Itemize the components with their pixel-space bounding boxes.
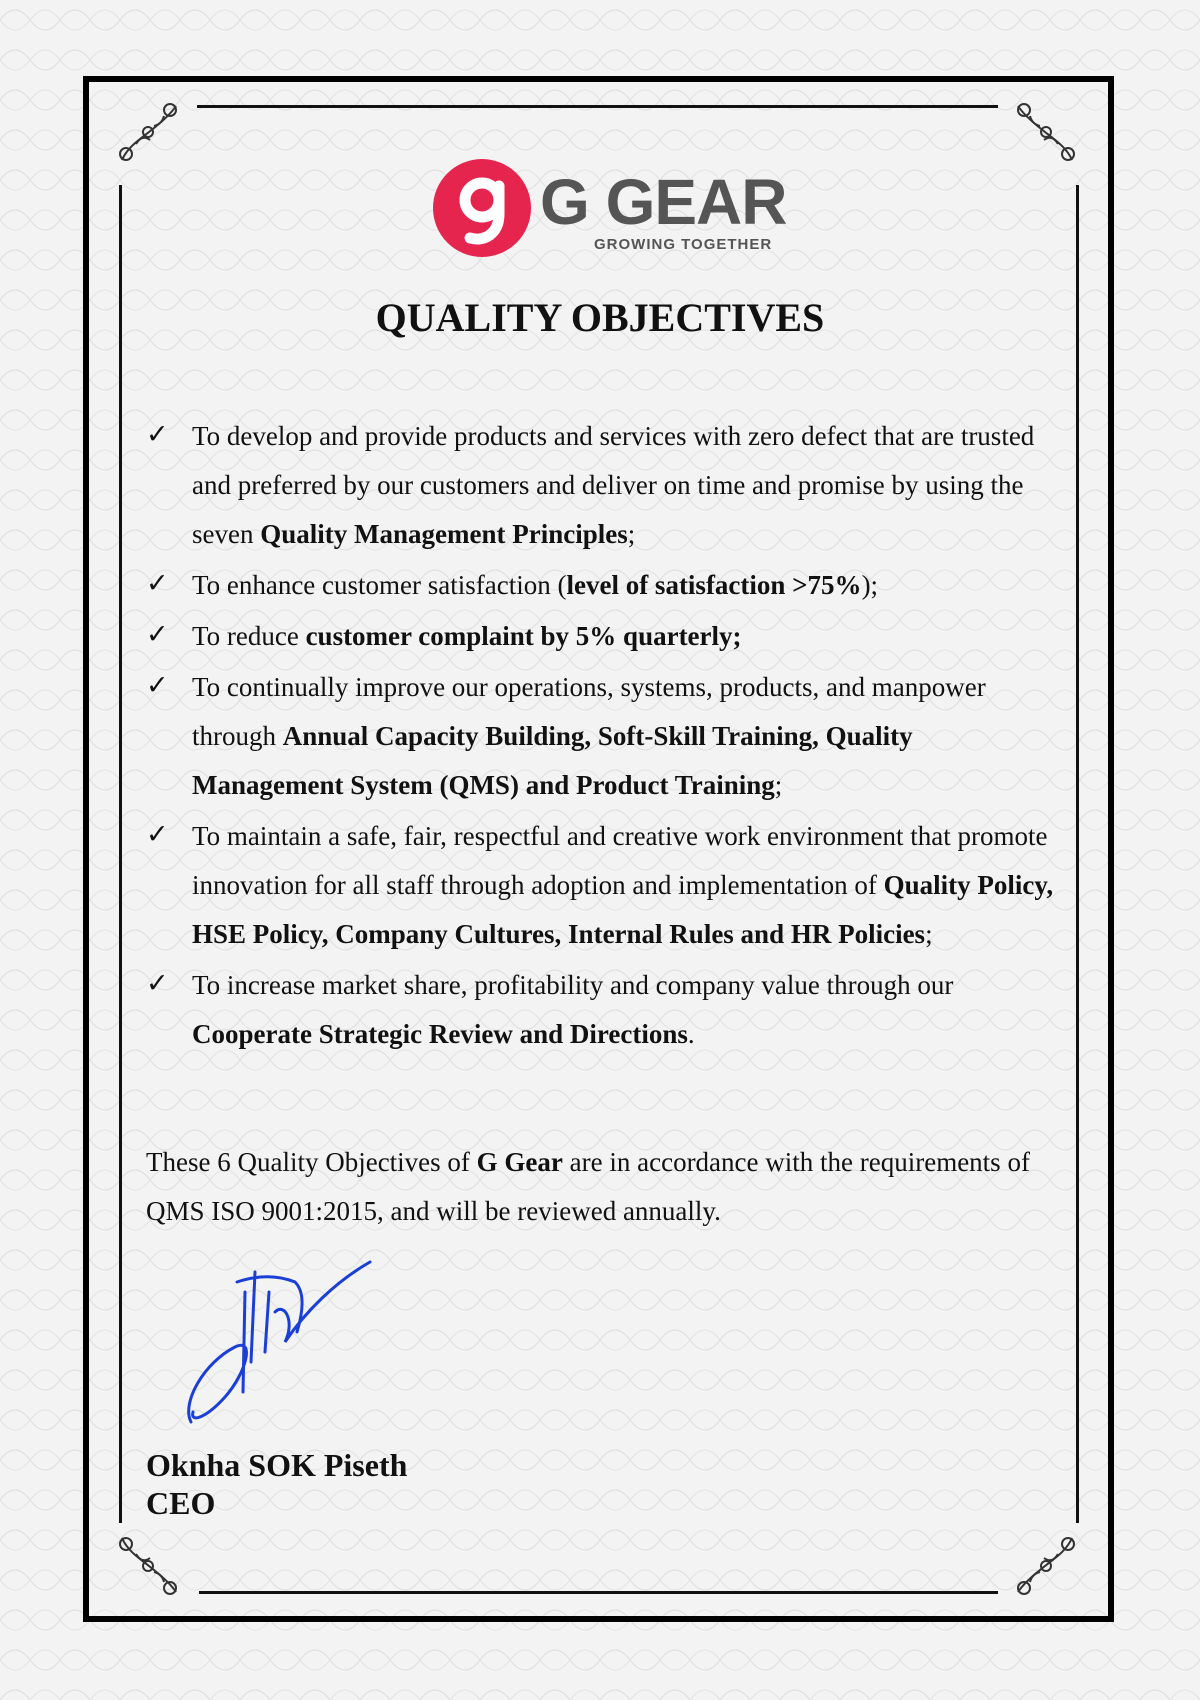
left-rule (119, 185, 122, 1523)
check-icon: ✓ (146, 419, 169, 449)
bottom-rule (199, 1591, 998, 1594)
objective-text: To enhance customer satisfaction ( (192, 570, 567, 600)
check-icon: ✓ (146, 968, 169, 998)
check-icon: ✓ (146, 819, 169, 849)
signer-name: Oknha SOK Piseth (146, 1447, 408, 1483)
closing-text-after: are in accordance with the requirements of QMS ISO 9001:2015, and will be reviewed annually. (146, 1147, 1030, 1226)
objective-text: ; (925, 919, 933, 949)
corner-ornament-top-left (114, 98, 186, 170)
objective-item (146, 612, 1066, 661)
objective-text: To increase market share, profitability and company value through our (192, 970, 954, 1000)
corner-ornament-bottom-right (1008, 1528, 1080, 1600)
ceo-signature (185, 1252, 385, 1432)
objective-text: To develop and provide products and services with zero defect that are trusted and preferred by our customers and deliver on time and promise by using the seven (192, 421, 1035, 549)
check-icon: ✓ (146, 619, 169, 649)
g-gear-logo-icon (432, 158, 532, 258)
closing-text-before: These 6 Quality Objectives of (146, 1147, 477, 1177)
check-icon: ✓ (146, 568, 169, 598)
objective-emphasis: Annual Capacity Building, Soft-Skill Training, Quality Management System (QMS) and Product Training (192, 721, 913, 800)
right-rule (1076, 185, 1079, 1523)
objective-text: ); (861, 570, 879, 600)
objective-text: ; (627, 519, 636, 549)
objective-emphasis: Quality Policy, HSE Policy, Company Cultures, Internal Rules and HR Policies (192, 870, 1054, 949)
corner-ornament-bottom-left (114, 1528, 186, 1600)
objectives-list (146, 412, 1066, 1061)
objective-text: ; (774, 770, 783, 800)
company-logo (432, 158, 792, 262)
signer-block (146, 1446, 407, 1522)
brand-name: G GEAR (540, 166, 787, 238)
objective-text: To reduce (192, 621, 306, 651)
objective-text: . (687, 1019, 695, 1049)
objective-item (146, 561, 1066, 610)
objective-text: To maintain a safe, fair, respectful and creative work environment that promote innovation for all staff through adoption and implementation of (192, 821, 1048, 900)
objective-item (146, 812, 1066, 959)
objective-item (146, 961, 1066, 1059)
check-icon: ✓ (146, 670, 169, 700)
top-rule (197, 105, 998, 108)
objective-emphasis: customer complaint by 5% quarterly; (305, 621, 742, 651)
signer-role: CEO (146, 1485, 216, 1521)
objective-emphasis: Cooperate Strategic Review and Directions (192, 1019, 688, 1049)
brand-tagline: GROWING TOGETHER (594, 236, 773, 253)
objective-item (146, 412, 1066, 559)
objective-emphasis: level of satisfaction >75% (566, 570, 862, 600)
closing-statement (146, 1138, 1066, 1236)
objective-text: To continually improve our operations, systems, products, and manpower through (192, 672, 986, 751)
objective-emphasis: Quality Management Principles (260, 519, 628, 549)
objective-item (146, 663, 1066, 810)
corner-ornament-top-right (1008, 98, 1080, 170)
closing-company-name: G Gear (476, 1147, 563, 1177)
document-title: QUALITY OBJECTIVES (375, 295, 825, 340)
